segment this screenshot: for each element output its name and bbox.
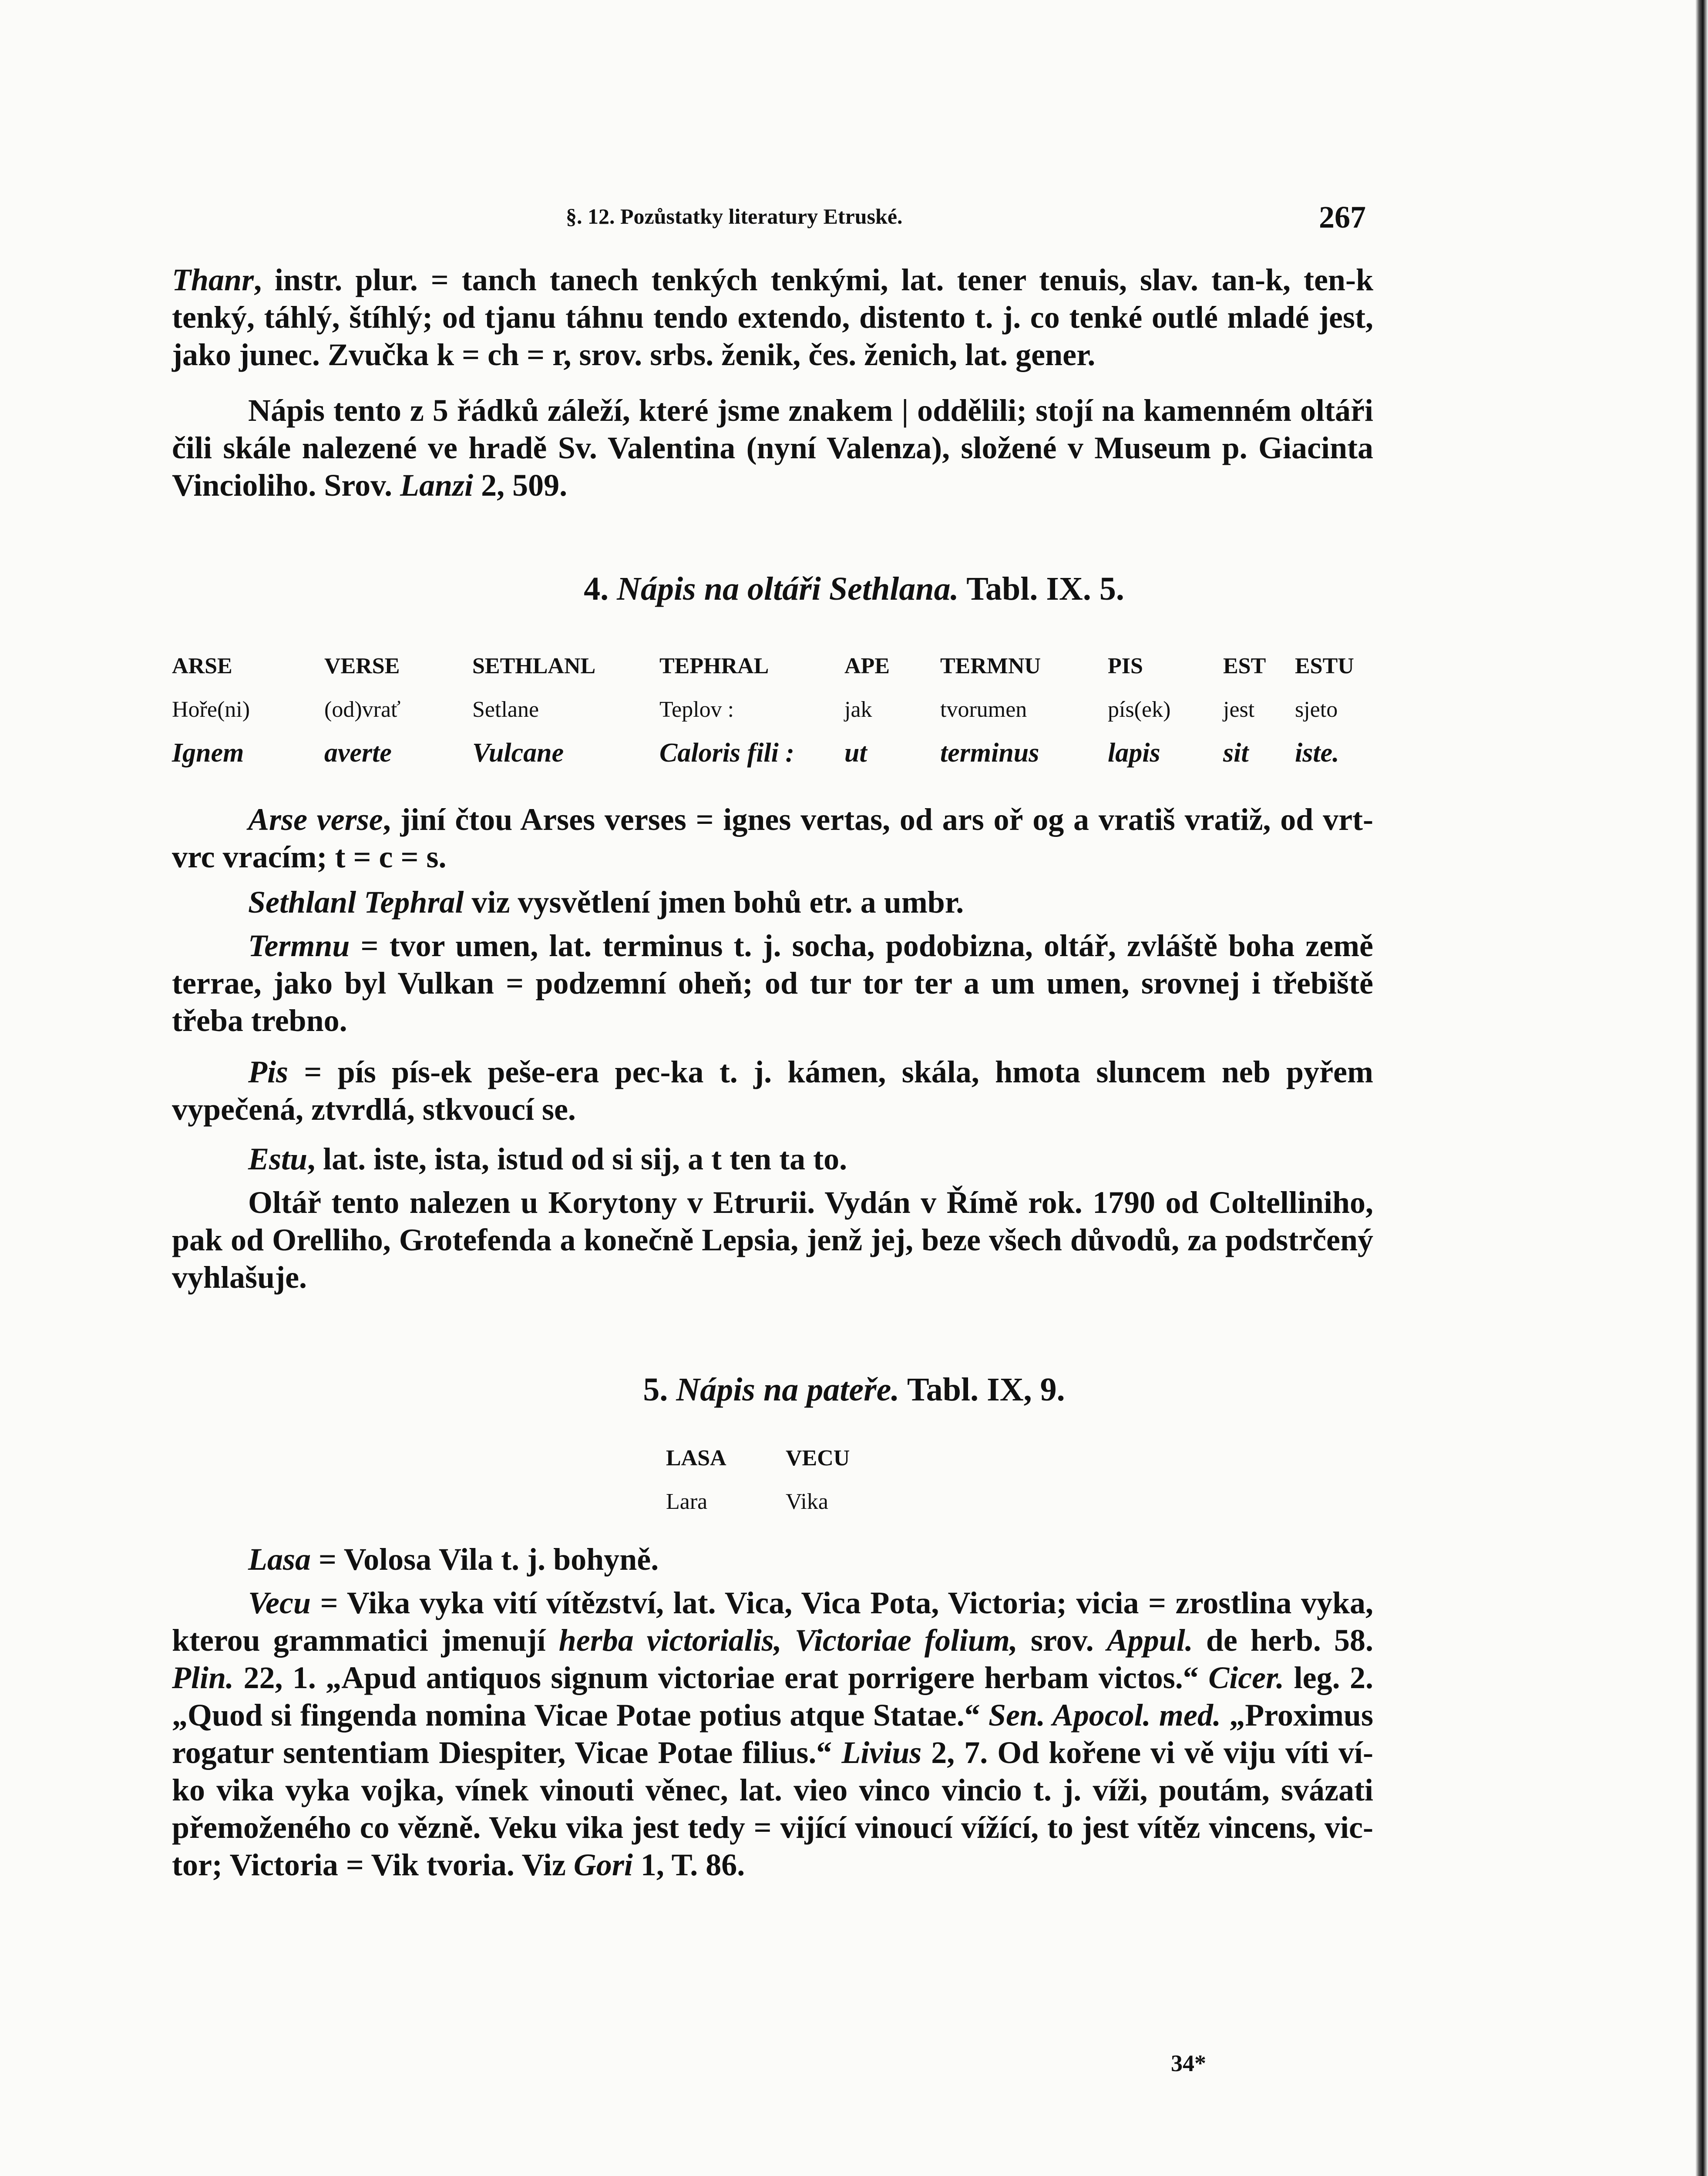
section-number: 4.: [584, 571, 609, 607]
section-title: Nápis na oltáři Sethlana.: [617, 571, 959, 607]
paragraph-text: leg. 2. „Quod si fingenda nomina Vicae Potae potius atque Statae.“: [172, 1660, 1373, 1733]
running-title: §. 12. Pozůstatky literatury Etruské.: [566, 204, 903, 228]
paragraph-arse-verse: [172, 801, 1373, 876]
citation: Sen. Apocol. med.: [988, 1698, 1221, 1733]
section-table-ref: Tabl. IX. 5.: [966, 571, 1124, 607]
paragraph-text: = Vika vyka vití vítězství, lat. Vica, Vica Pota, Victoria; vicia = zrostlina vyka, kterou grammatici jmenují: [172, 1585, 1373, 1658]
inscription-row-latin: [172, 731, 1373, 775]
translation-word: sjeto: [1295, 697, 1338, 722]
printer-signature-mark: 34*: [1171, 2050, 1206, 2076]
paragraph-altar-provenance: [172, 1184, 1373, 1296]
section-number: 5.: [643, 1371, 668, 1408]
paragraph-lasa: [172, 1541, 1373, 1578]
latin-word: sit: [1223, 738, 1249, 768]
inscription-word: VECU: [786, 1445, 850, 1471]
page-header: [0, 200, 1708, 238]
inscription-word: VERSE: [324, 653, 400, 678]
paragraph-text: viz vysvětlení jmen bohů etr. a umbr.: [464, 885, 964, 920]
latin-word: averte: [324, 738, 392, 768]
inscription-row-etruscan: [172, 644, 1373, 688]
paragraph-text: srov.: [1017, 1623, 1107, 1658]
translation-word: Hoře(ni): [172, 697, 250, 722]
latin-word: ut: [844, 738, 867, 768]
paragraph-text: de herb. 58.: [1193, 1623, 1373, 1658]
translation-word: pís(ek): [1108, 697, 1171, 722]
citation: herba victorialis, Victoriae folium,: [558, 1623, 1018, 1658]
paragraph-text: 2, 7. Od kořene vi vě viju víti ví-ko vika vyka vojka, vínek vinouti věnec, lat. vieo vinco vincio t. j. víži, poutám, svázati přemoženého co vězně. Veku vika jest tedy = vijící vinoucí vížící, to jest vítěz vincens, vic-tor; Victoria = Vik tvoria. Viz: [172, 1735, 1373, 1882]
paragraph-text: = tvor umen, lat. terminus t. j. socha, podobizna, oltář, zvláště boha země terrae, jako byl Vulkan = podzemní oheň; od tur tor ter a um umen, srovnej i třebiště třeba trebno.: [172, 928, 1373, 1038]
inscription-word: TERMNU: [940, 653, 1041, 678]
paragraph-text: = Volosa Vila t. j. bohyně.: [311, 1542, 659, 1577]
translation-word: Teplov :: [659, 697, 734, 722]
inscription-word: SETHLANL: [472, 653, 596, 678]
term-sethlanl: Sethlanl Tephral: [248, 885, 464, 920]
citation: Gori: [573, 1847, 633, 1882]
term-thanr: Thanr: [172, 262, 254, 297]
citation: Cicer.: [1208, 1660, 1284, 1695]
paragraph-pis: [172, 1053, 1373, 1128]
section-title: Nápis na pateře.: [676, 1371, 900, 1408]
paragraph-text: , jiní čtou Arses verses = ignes vertas, od ars oř og a vratiš vratiž, od vrt-vrc vracím; t = c = s.: [172, 802, 1373, 874]
latin-word: Ignem: [172, 738, 244, 768]
inscription-word: APE: [844, 653, 890, 678]
paragraph-thanr: [172, 261, 1373, 373]
translation-word: Setlane: [472, 697, 539, 722]
paragraph-text: 1, T. 86.: [632, 1847, 745, 1882]
paragraph-text: 22, 1. „Apud antiquos signum victoriae erat porrigere herbam victos.“: [234, 1660, 1209, 1695]
term-estu: Estu: [248, 1142, 308, 1176]
translation-word: Vika: [786, 1489, 828, 1514]
inscription-word: PIS: [1108, 653, 1143, 678]
translation-word: Lara: [666, 1489, 708, 1514]
latin-word: Vulcane: [472, 738, 564, 768]
paragraph-text: , instr. plur. = tanch tanech tenkých tenkými, lat. tener tenuis, slav. tan-k, ten-k tenký, táhlý, štíhlý; od tjanu táhnu tendo extendo, distento t. j. co tenké outlé mladé jest, jako junec. Zvučka k = ch = r, srov. srbs. ženik, čes. ženich, lat. gener.: [172, 262, 1373, 372]
latin-word: Caloris fili :: [659, 738, 795, 768]
reference-lanzi: Lanzi: [400, 468, 474, 503]
page-edge: [1695, 0, 1708, 2176]
paragraph-termnu: [172, 927, 1373, 1039]
paragraph-sethlanl: [172, 883, 1373, 921]
inscription-word: EST: [1223, 653, 1266, 678]
paragraph-text: 2, 509.: [473, 468, 568, 503]
paragraph-text: = pís pís-ek peše-era pec-ka t. j. kámen, skála, hmota sluncem neb pyřem vypečená, ztvrdlá, stkvoucí se.: [172, 1054, 1373, 1127]
term-pis: Pis: [248, 1054, 289, 1089]
term-arse-verse: Arse verse: [248, 802, 383, 837]
latin-word: iste.: [1295, 738, 1339, 768]
translation-word: (od)vrať: [324, 697, 401, 722]
inscription-table-4: [172, 644, 1373, 775]
citation: Livius: [841, 1735, 922, 1770]
term-termnu: Termnu: [248, 928, 350, 963]
inscription-table-5: [666, 1436, 873, 1523]
latin-word: terminus: [940, 738, 1039, 768]
citation: Appul.: [1106, 1623, 1193, 1658]
paragraph-text: Nápis tento z 5 řádků záleží, které jsme znakem | oddělili; stojí na kamenném oltáři čili skále nalezené ve hradě Sv. Valentina (nyní Valenza), složené v Museum p. Giacinta Vincioliho. Srov.: [172, 393, 1373, 503]
inscription-row-czech: [666, 1480, 873, 1523]
citation: Plin.: [172, 1660, 234, 1695]
inscription-word: TEPHRAL: [659, 653, 769, 678]
section-heading-5: [0, 1371, 1708, 1409]
inscription-word: LASA: [666, 1445, 726, 1471]
paragraph-estu: [172, 1140, 1373, 1178]
translation-word: jak: [844, 697, 872, 722]
translation-word: tvorumen: [940, 697, 1027, 722]
paragraph-inscription-note: [172, 392, 1373, 504]
term-lasa: Lasa: [248, 1542, 311, 1577]
section-table-ref: Tabl. IX, 9.: [907, 1371, 1065, 1408]
inscription-row-etruscan: [666, 1436, 873, 1480]
paragraph-text: , lat. iste, ista, istud od si sij, a t ten ta to.: [307, 1142, 847, 1176]
latin-word: lapis: [1108, 738, 1160, 768]
inscription-row-czech: [172, 688, 1373, 731]
inscription-word: ARSE: [172, 653, 232, 678]
paragraph-text: Oltář tento nalezen u Korytony v Etrurii. Vydán v Římě rok. 1790 od Coltelliniho, pak od Orelliho, Grotefenda a konečně Lepsia, jenž jej, beze všech důvodů, za podstrčený vyhlašuje.: [172, 1185, 1373, 1295]
paragraph-text: „Proximus rogatur sententiam Diespiter, Vicae Potae filius.“: [172, 1698, 1373, 1770]
section-heading-4: [0, 570, 1708, 608]
term-vecu: Vecu: [248, 1585, 311, 1620]
inscription-word: ESTU: [1295, 653, 1354, 678]
page-number: 267: [1319, 200, 1366, 235]
translation-word: jest: [1223, 697, 1255, 722]
paragraph-vecu: [172, 1584, 1373, 1884]
